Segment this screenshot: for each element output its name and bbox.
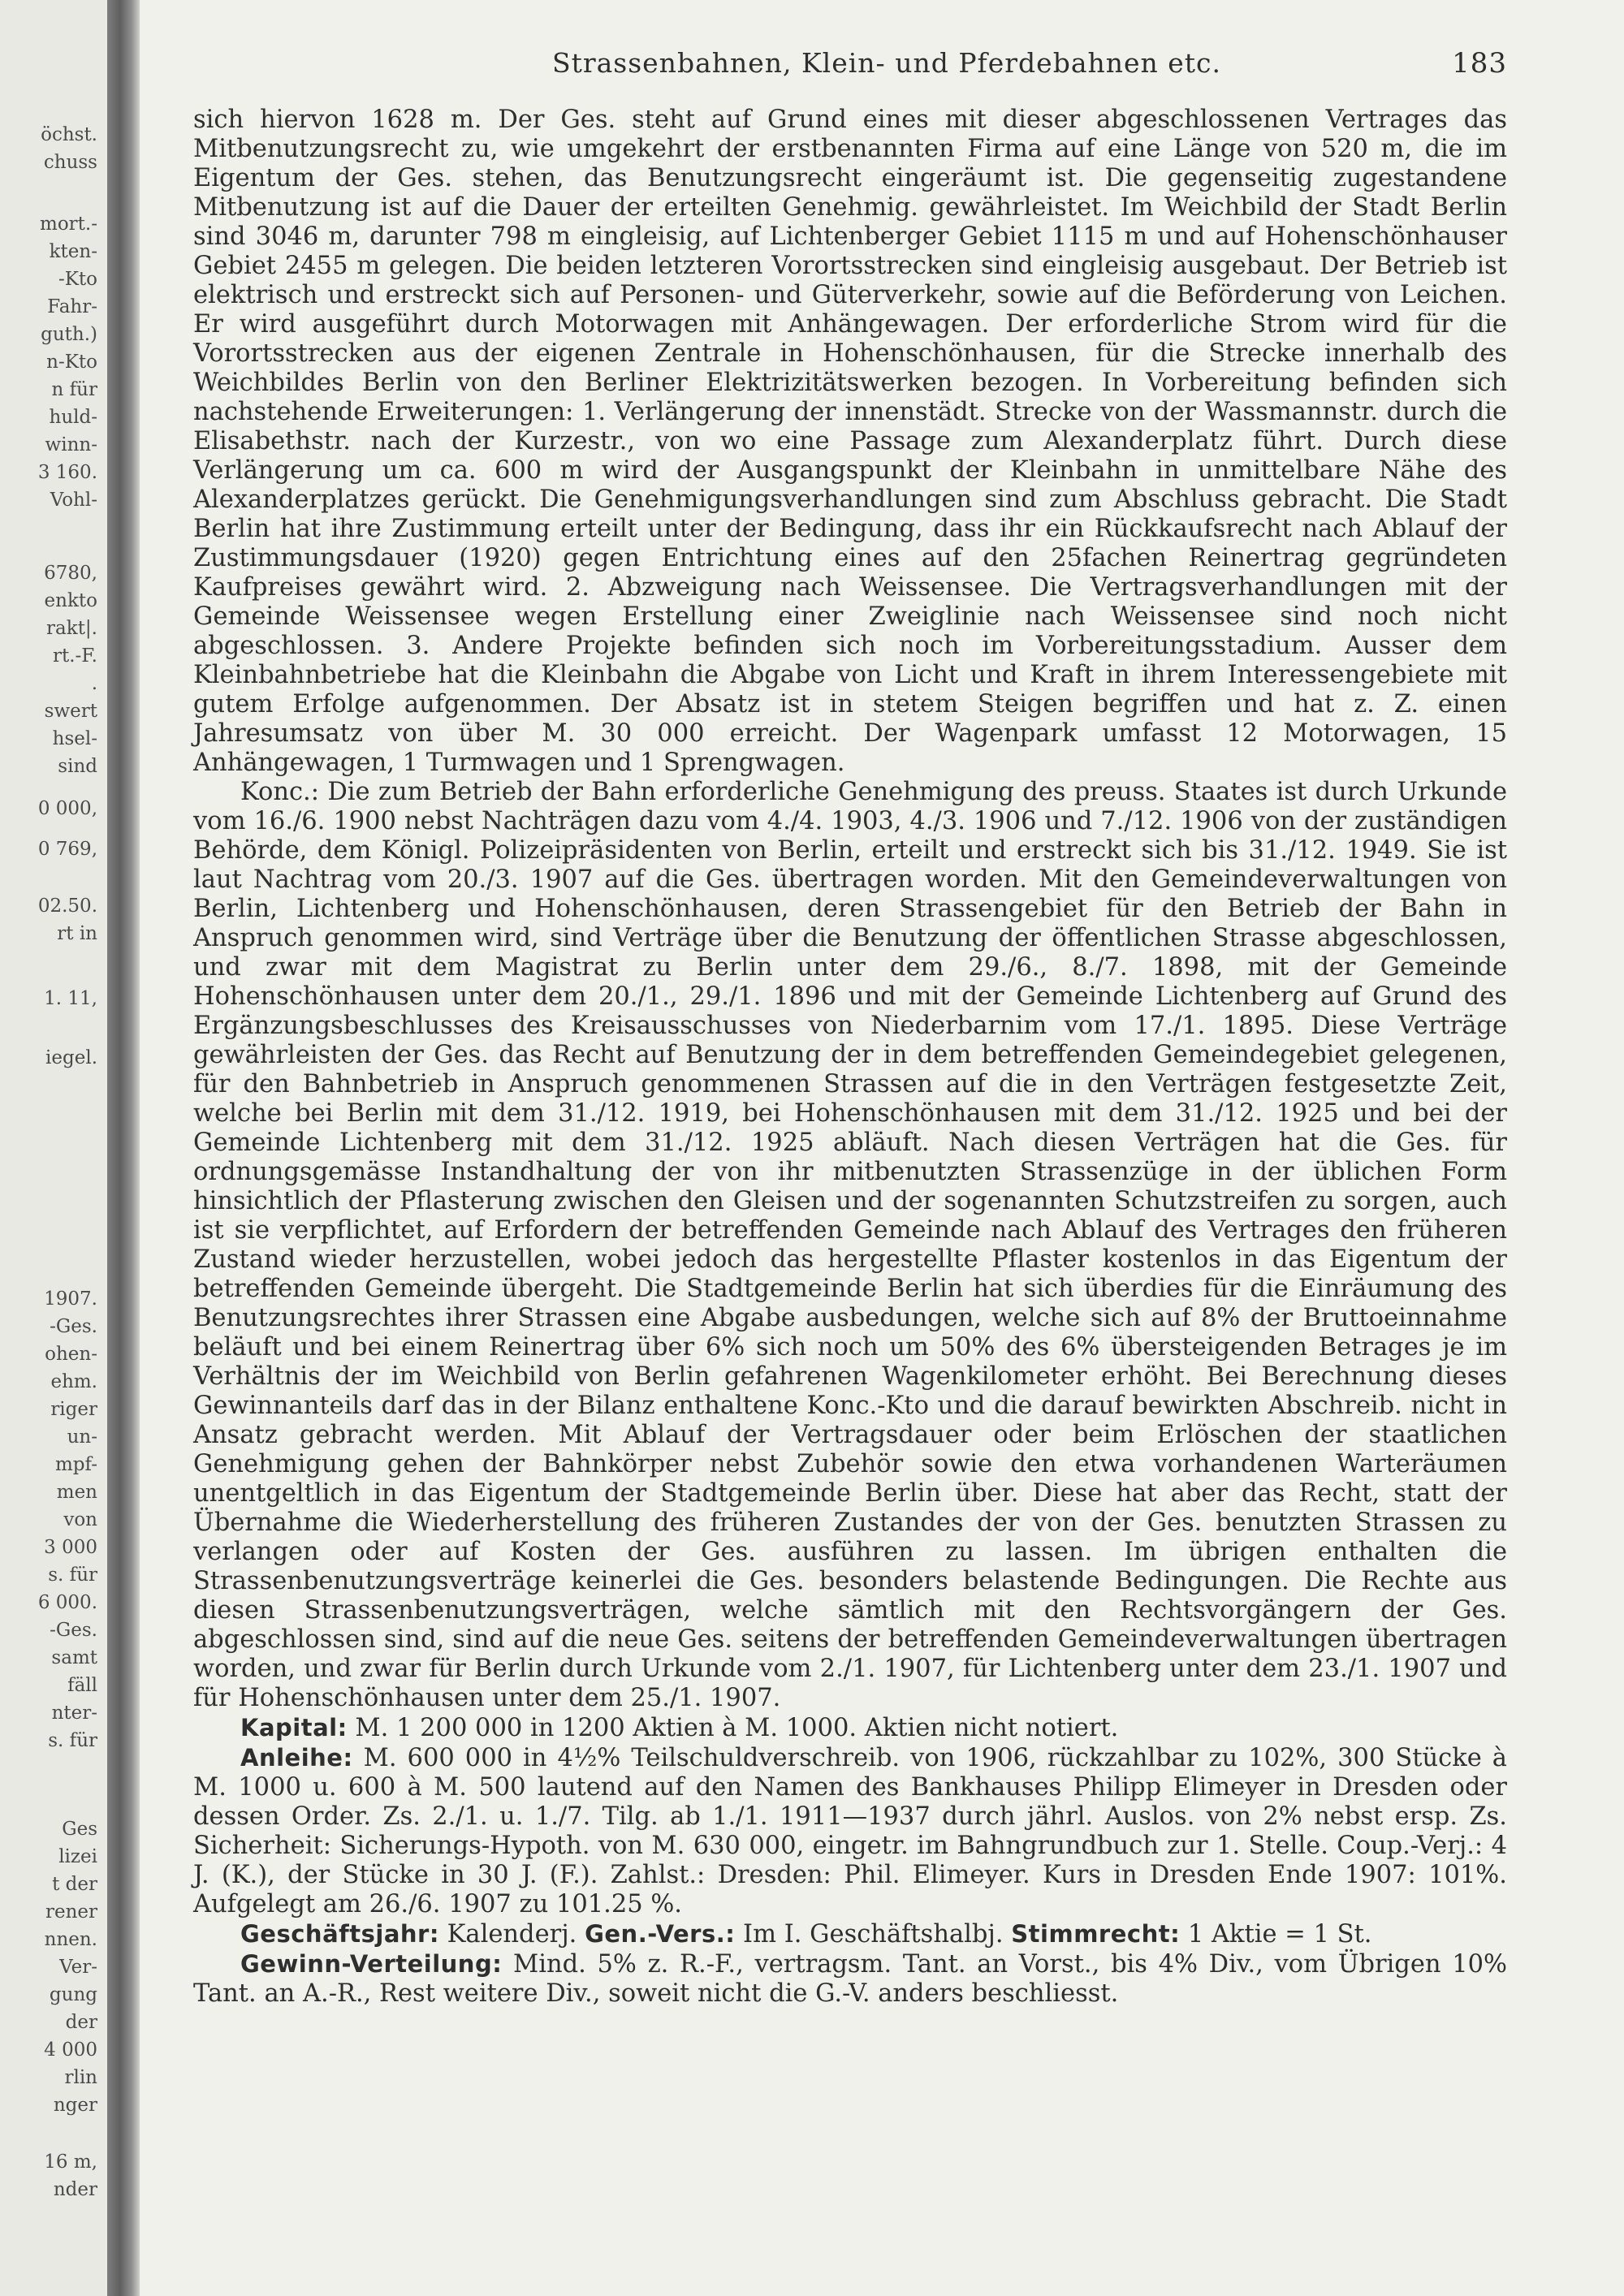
margin-fragment: iegel. [45,1047,97,1068]
paragraph-continuation: sich hiervon 1628 m. Der Ges. steht auf Grund eines mit dieser abgeschlossenen Vertrages das Mitbenutzungsrecht zu, wie umgekehrt der erstbenannten Firma auf eine Länge von 520 m, die im Eigentum der Ges. stehen, das Benutzungsrecht eingeräumt ist. Die gegenseitig zugestandene Mitbenutzung ist auf die Dauer der erteilten Genehmig. gewährleistet. Im Weichbild der Stadt Berlin sind 3046 m, darunter 798 m eingleisig, auf Lichtenberger Gebiet 1115 m und auf Hohenschönhauser Gebiet 2455 m gelegen. Die beiden letzteren Vorortsstrecken sind eingleisig ausgebaut. Der Betrieb ist elektrisch und erstreckt sich auf Personen- und Güterverkehr, sowie auf die Beförderung von Leichen. Er wird ausgeführt durch Motorwagen mit Anhängewagen. Der erforderliche Strom wird für die Vorortsstrecken aus der eigenen Zentrale in Hohenschönhausen, für die Strecke innerhalb des Weichbildes Berlin von den Berliner Elektrizitätswerken bezogen. In Vorbereitung befinden sich nachstehende Erweiterungen: 1. Verlängerung der innenstädt. Strecke von der Wassmannstr. durch die Elisabethstr. nach der Kurzestr., von wo eine Passage zum Alexanderplatz führt. Durch diese Verlängerung um ca. 600 m wird der Ausgangspunkt der Kleinbahn in unmittelbare Nähe des Alexanderplatzes gerückt. Die Genehmigungsverhandlungen sind zum Abschluss gebracht. Die Stadt Berlin hat ihre Zustimmung erteilt unter der Bedingung, dass ihr ein Rückkaufsrecht nach Ablauf der Zustimmungsdauer (1920) gegen Entrichtung eines auf den 25fachen Reinertrag gegründeten Kaufpreises gewährt wird. 2. Abzweigung nach Weissensee. Die Vertragsverhandlungen mit der Gemeinde Weissensee wegen Erstellung einer Zweiglinie nach Weissensee sind noch nicht abgeschlossen. 3. Andere Projekte befinden sich noch im Vorbereitungsstadium. Ausser dem Kleinbahnbetriebe hat die Kleinbahn die Abgabe von Licht und Kraft in ihrem Interessengebiete mit gutem Erfolge aufgenommen. Der Absatz ist in stetem Steigen begriffen und hat z. Z. einen Jahresumsatz von über M. 30 000 erreicht. Der Wagenpark umfasst 12 Motorwagen, 15 Anhängewagen, 1 Turmwagen und 1 Sprengwagen. [193,106,1507,777]
margin-fragment: von [63,1509,97,1530]
running-head [193,41,1507,83]
section-text: 1 Aktie = 1 St. [1187,1920,1372,1949]
margin-fragment: Ver- [59,1957,97,1978]
margin-fragment: rt.-F. [52,645,97,667]
paragraph-anleihe [193,1743,1507,1919]
margin-fragment: 3 000 [44,1537,97,1558]
paragraph-geschaeftsjahr [193,1919,1507,1949]
margin-fragment: nger [53,2095,97,2116]
margin-fragment: öchst. [41,124,97,145]
margin-fragment: un- [67,1426,97,1448]
margin-fragment: nter- [51,1703,97,1724]
margin-fragment: 0 769, [37,839,97,860]
margin-fragment: mpf- [55,1454,97,1475]
section-label: Gen.-Vers.: [585,1920,736,1948]
margin-fragment: huld- [49,407,97,428]
previous-page-margin [0,0,107,2296]
margin-fragment: ehm. [50,1371,97,1392]
margin-fragment: 1907. [44,1288,97,1310]
section-text: Mind. 5% z. R.-F., vertragsm. Tant. an Vorst., bis 4% Div., vom Übrigen 10% Tant. an A.-R., Rest weitere Div., soweit nicht die G.-V. anders beschliesst. [193,1950,1507,2008]
margin-fragment: 02.50. [37,896,97,917]
margin-fragment: chuss [43,152,97,173]
margin-fragment: men [56,1482,97,1503]
margin-fragment: -Kto [58,269,97,290]
margin-fragment: samt [51,1647,97,1668]
margin-fragment: n für [51,379,97,400]
margin-fragment: nder [53,2179,97,2200]
paragraph-gewinn-verteilung [193,1949,1507,2009]
margin-fragment: Fahr- [47,296,97,317]
margin-fragment: s. für [48,1564,97,1586]
margin-fragment: Vohl- [50,490,97,511]
margin-fragment: guth.) [41,324,97,345]
page-number: 183 [1452,47,1507,80]
paragraph-kapital [193,1713,1507,1743]
section-text: Kalenderj. [447,1920,577,1949]
book-page [193,41,1507,2009]
margin-fragment: 6780, [44,563,97,584]
section-label: Kapital: [240,1714,348,1741]
margin-fragment: gung [49,1984,97,2005]
margin-fragment: Ges [62,1819,97,1840]
margin-fragment: rener [45,1901,97,1923]
margin-fragment: 1. 11, [44,988,97,1009]
margin-fragment: winn- [45,434,97,455]
margin-fragment: lizei [58,1846,97,1867]
margin-fragment: n-Kto [46,352,97,373]
margin-fragment: hsel- [52,728,97,749]
margin-fragment: rlin [64,2067,97,2088]
margin-fragment: riger [50,1399,97,1420]
section-text: M. 600 000 in 4½% Teilschuldverschreib. von 1906, rückzahlbar zu 102%, 300 Stücke à M. 1000 u. 600 à M. 500 lautend auf den Namen des Bankhauses Philipp Elimeyer in Dresden oder dessen Order. Zs. 2./1. u. 1./7. Tilg. ab 1./1. 1911—1937 durch jährl. Auslos. von 2% nebst ersp. Zs. Sicherheit: Sicherungs-Hypoth. von M. 630 000, eingetr. im Bahngrundbuch zur 1. Stelle. Coup.-Verj.: 4 J. (K.), der Stücke in 30 J. (F.). Zahlst.: Dresden: Phil. Elimeyer. Kurs in Dresden Ende 1907: 101%. Aufgelegt am 26./6. 1907 zu 101.25 %. [193,1744,1507,1918]
body-text [193,106,1507,2009]
margin-fragment: sind [58,756,97,777]
margin-fragment: enkto [44,590,97,611]
margin-fragment: fäll [67,1675,97,1696]
margin-fragment: 4 000 [44,2039,97,2061]
margin-fragment: rakt|. [46,618,97,639]
section-text: Im I. Geschäftshalbj. [743,1920,1004,1949]
margin-fragment: rt in [57,923,97,944]
margin-fragment: der [65,2012,97,2033]
margin-fragment: 0 000, [37,798,97,819]
paragraph-konzession: Konc.: Die zum Betrieb der Bahn erforderliche Genehmigung des preuss. Staates ist durch Urkunde vom 16./6. 1900 nebst Nachträgen dazu vom 4./4. 1903, 4./3. 1906 und 7./12. 1906 von der zuständigen Behörde, dem Königl. Polizeipräsidenten von Berlin, erteilt und erstreckt sich bis 31./12. 1949. Sie ist laut Nachtrag vom 20./3. 1907 auf die Ges. übertragen worden. Mit den Gemeindeverwaltungen von Berlin, Lichtenberg und Hohenschönhausen, deren Strassengebiet für den Betrieb der Bahn in Anspruch genommen wird, sind Verträge über die Benutzung der öffentlichen Strasse abgeschlossen, und zwar mit dem Magistrat zu Berlin unter dem 29./6., 8./7. 1898, mit der Gemeinde Hohenschönhausen unter dem 20./1., 29./1. 1896 und mit der Gemeinde Lichtenberg auf Grund des Ergänzungsbeschlusses des Kreisausschusses von Niederbarnim vom 17./1. 1895. Diese Verträge gewährleisten der Ges. das Recht auf Benutzung der in dem betreffenden Gemeindegebiet gelegenen, für den Bahnbetrieb in Anspruch genommenen Strassen auf die in den Verträgen festgesetzte Zeit, welche bei Berlin mit dem 31./12. 1919, bei Hohenschönhausen mit dem 31./12. 1925 und bei der Gemeinde Lichtenberg mit dem 31./12. 1925 abläuft. Nach diesen Verträgen hat die Ges. für ordnungsgemässe Instandhaltung der von ihr mitbenutzten Strassenzüge in der üblichen Form hinsichtlich der Pflasterung zwischen den Gleisen und der sogenannten Schutzstreifen zu sorgen, auch ist sie verpflichtet, auf Erfordern der betreffenden Gemeinde nach Ablauf des Vertrages den früheren Zustand wieder herzustellen, wobei jedoch das hergestellte Pflaster kostenlos in das Eigentum der betreffenden Gemeinde übergeht. Die Stadtgemeinde Berlin hat sich überdies für die Einräumung des Benutzungsrechtes ihrer Strassen eine Abgabe ausbedungen, welche sich auf 8% der Bruttoeinnahme beläuft und bei einem Reinertrag über 6% sich noch um 50% des 6% übersteigenden Betrages je im Verhältnis der im Weichbild von Berlin gefahrenen Wagenkilometer erhöht. Bei Berechnung dieses Gewinnanteils darf das in der Bilanz enthaltene Konc.-Kto und die darauf bewirkten Abschreib. nicht in Ansatz gebracht werden. Mit Ablauf der Vertragsdauer oder beim Erlöschen der staatlichen Genehmigung gehen der Bahnkörper nebst Zubehör sowie den etwa vorhandenen Warteräumen unentgeltlich in das Eigentum der Stadtgemeinde Berlin über. Diese hat aber das Recht, statt der Übernahme die Wiederherstellung des früheren Zustandes der von der Ges. benutzten Strassen zu verlangen oder auf Kosten der Ges. ausführen zu lassen. Im übrigen enthalten die Strassenbenutzungsverträge keinerlei die Ges. besonders belastende Bedingungen. Die Rechte aus diesen Strassenbenutzungsverträgen, welche sämtlich mit den Rechtsvorgängern der Ges. abgeschlossen sind, sind auf die neue Ges. seitens der betreffenden Gemeindeverwaltungen übertragen worden, und zwar für Berlin durch Urkunde vom 2./1. 1907, für Lichtenberg unter dem 23./1. 1907 und für Hohenschönhausen unter dem 25./1. 1907. [193,778,1507,1712]
margin-fragment: swert [44,701,97,722]
margin-fragment: mort.- [40,214,97,235]
section-label: Gewinn-Verteilung: [240,1950,503,1978]
margin-fragment: s. für [48,1730,97,1751]
margin-fragment: ohen- [45,1344,97,1365]
margin-fragment: 6 000. [37,1592,97,1613]
section-label: Stimmrecht: [1011,1920,1181,1948]
margin-fragment: 16 m, [44,2151,97,2173]
running-title: Strassenbahnen, Klein- und Pferdebahnen etc. [551,47,1222,79]
book-gutter [107,0,140,2296]
margin-fragment: -Ges. [50,1620,97,1641]
margin-fragment: t der [52,1874,97,1895]
margin-fragment: kten- [49,241,97,262]
section-text: M. 1 200 000 in 1200 Aktien à M. 1000. Aktien nicht notiert. [355,1714,1119,1742]
margin-fragment: 3 160. [37,462,97,483]
margin-fragment: -Ges. [50,1316,97,1337]
section-label: Geschäftsjahr: [240,1920,439,1948]
section-label: Anleihe: [240,1744,353,1772]
margin-fragment: . [91,673,97,694]
margin-fragment: nnen. [44,1929,97,1950]
